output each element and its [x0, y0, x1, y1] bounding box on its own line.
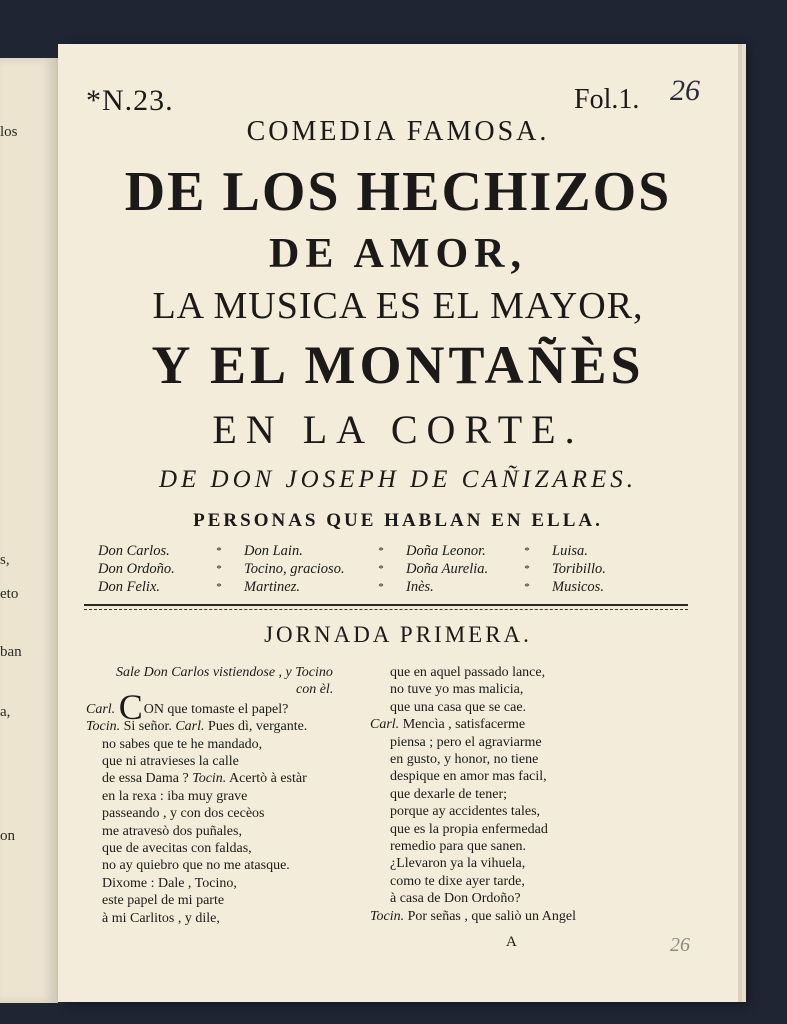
verse-line: Dixome : Dale , Tocino,	[102, 875, 237, 891]
verse-line: que ni atravieses la calle	[102, 754, 239, 770]
cast-separator: * * *	[378, 545, 384, 593]
facing-page-fragment: los	[0, 124, 18, 140]
cast-column-2	[244, 542, 345, 596]
cast-column-4	[552, 542, 606, 596]
verse-line: porque ay accidentes tales,	[390, 804, 541, 820]
verse-line: no sabes que te he mandado,	[102, 736, 263, 752]
stage-direction: Sale Don Carlos vistiendose , y Tocino	[116, 665, 333, 680]
verse-line: que de avecitas con faldas,	[102, 841, 252, 857]
title-line-5: Y EL MONTAÑÈS	[151, 335, 645, 395]
verse-line: que una casa que se cae.	[390, 699, 527, 715]
catchword: A	[506, 934, 517, 950]
verse-line: despique en amor mas facil,	[390, 769, 547, 785]
ornament-rule	[84, 604, 688, 606]
speaker-name: Tocin.	[86, 719, 121, 735]
cast-member: Don Lain.	[244, 543, 303, 559]
verse-line: que dexarle de tener;	[390, 786, 507, 802]
title-line-1: COMEDIA FAMOSA.	[246, 116, 550, 147]
book-page	[58, 44, 738, 1002]
title-line-2: DE LOS HECHIZOS	[124, 161, 672, 223]
verse-line: Carl. CON que tomaste el papel?	[86, 686, 289, 727]
cast-member: Doña Aurelia.	[406, 561, 489, 577]
title-line-3: DE AMOR,	[269, 231, 527, 277]
verse-line: remedio para que sanen.	[390, 839, 527, 855]
title-line-6: EN LA CORTE.	[212, 407, 584, 452]
author-line: DE DON JOSEPH DE CAÑIZARES.	[158, 466, 638, 493]
verse-line: Tocin. Si señor. Carl. Pues dì, vergante.	[86, 719, 308, 735]
facing-page-fragment: on	[0, 828, 15, 844]
verse-line: passeando , y con dos cecèos	[102, 806, 265, 822]
cast-member: Doña Leonor.	[406, 543, 486, 559]
speaker-name: Carl.	[370, 717, 400, 733]
verse-line: de essa Dama ? Tocin. Acertò à estàr	[102, 771, 307, 787]
verse-line: à casa de Don Ordoño?	[390, 891, 521, 907]
verse-line: à mi Carlitos , y dile,	[102, 910, 220, 926]
personas-heading: PERSONAS QUE HABLAN EN ELLA.	[193, 510, 603, 531]
facing-page-fragment: ban	[0, 644, 22, 660]
act-heading: JORNADA PRIMERA.	[264, 622, 532, 647]
cast-separator: * * *	[216, 545, 222, 593]
ornament-rule	[84, 609, 688, 610]
text-column-left	[86, 664, 386, 927]
verse-line: que es la propia enfermedad	[390, 821, 548, 837]
cast-member: Don Carlos.	[98, 543, 170, 559]
cast-separator: * * *	[524, 545, 530, 593]
drop-cap: C	[118, 686, 143, 727]
cast-member: Toribillo.	[552, 561, 606, 577]
text-column-right	[370, 664, 660, 925]
verse-line: no tuve yo mas malicia,	[390, 682, 524, 698]
cast-member: Inès.	[406, 579, 434, 595]
folio-number: Fol.1.	[574, 84, 640, 115]
cast-member: Luisa.	[552, 543, 588, 559]
verse-line: en la rexa : iba muy grave	[102, 788, 248, 804]
facing-page-fragment: eto	[0, 586, 19, 602]
verse-line: Carl. Mencìa , satisfacerme	[370, 717, 526, 733]
facing-page	[0, 58, 58, 1003]
speaker-name: Carl.	[175, 719, 205, 735]
cast-member: Tocino, gracioso.	[244, 561, 345, 577]
verse-line: que en aquel passado lance,	[390, 665, 546, 680]
verse-line: piensa ; pero el agraviarme	[390, 734, 542, 750]
facing-page-fragment: s,	[0, 552, 10, 568]
speaker-name: Carl.	[86, 701, 116, 717]
facing-page-fragment: a,	[0, 704, 11, 720]
stage-direction: con èl.	[296, 682, 334, 698]
handwritten-mark: 26	[670, 934, 690, 956]
cast-member: Musicos.	[552, 579, 604, 595]
title-line-4: LA MUSICA ES EL MAYOR,	[152, 285, 644, 327]
handwritten-folio: 26	[670, 74, 700, 107]
cast-member: Don Ordoño.	[98, 561, 175, 577]
verse-line: me atravesò dos puñales,	[102, 823, 242, 839]
cast-column-3	[406, 542, 488, 596]
speaker-name: Tocin.	[370, 908, 405, 924]
cast-column-1	[98, 542, 175, 596]
cast-member: Don Felix.	[98, 579, 161, 595]
verse-line: este papel de mi parte	[102, 893, 225, 909]
verse-line: como te dixe ayer tarde,	[390, 873, 525, 889]
cast-member: Martinez.	[244, 579, 300, 595]
verse-line: no ay quiebro que no me atasque.	[102, 858, 290, 874]
speaker-name: Tocin.	[192, 771, 227, 787]
verse-line: Tocin. Por señas , que saliò un Angel	[370, 908, 576, 924]
verse-line: en gusto, y honor, no tiene	[390, 752, 539, 768]
verse-line: ¿Llevaron ya la vihuela,	[390, 856, 526, 872]
comedy-number: *N.23.	[86, 84, 174, 117]
